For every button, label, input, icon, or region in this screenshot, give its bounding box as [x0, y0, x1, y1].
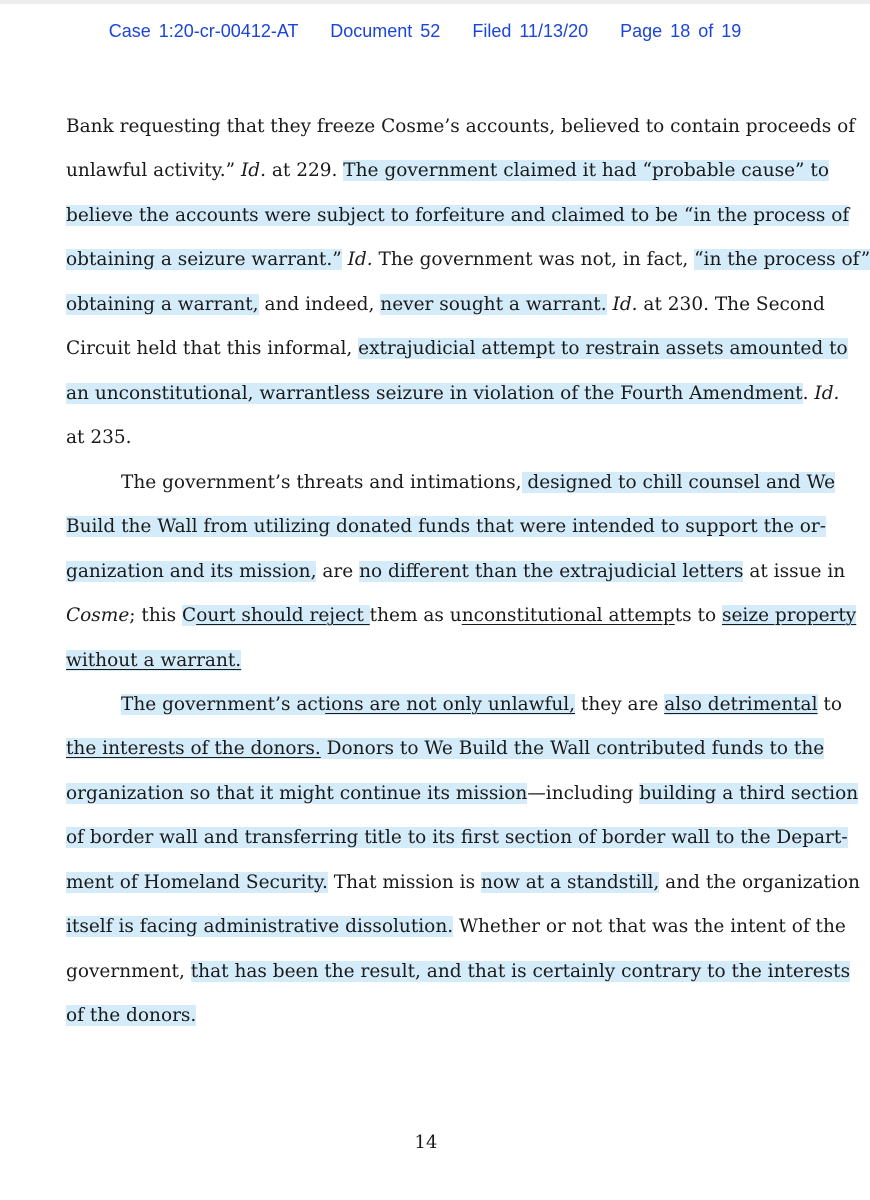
text-line: an unconstitutional, warrantless seizure in violation of the Fourth Amendment. Id.	[66, 383, 840, 404]
text-line: obtaining a seizure warrant.” Id. The government was not, in fact, “in the process of”	[66, 249, 870, 270]
text-line	[66, 1002, 786, 1030]
text-line	[66, 824, 848, 852]
text-line: government, that has been the result, and that is certainly contrary to the interests	[66, 961, 851, 982]
text-line	[66, 735, 825, 763]
text-line: itself is facing administrative dissolution. Whether or not that was the intent of the	[66, 916, 846, 937]
highlighted-text: building a third section	[639, 783, 859, 804]
highlighted-text: ment of Homeland Security.	[66, 872, 328, 893]
highlighted-text: Donors to We Build the Wall contributed funds to the	[320, 738, 825, 759]
text-line: Circuit held that this informal, extrajudicial attempt to restrain assets amounted to	[66, 338, 848, 359]
highlighted-text: no different than the extrajudicial letters	[359, 561, 744, 582]
highlighted-text: itself is facing administrative dissolution.	[66, 916, 454, 937]
text-line: organization so that it might continue its mission—including building a third section	[66, 783, 859, 804]
underlined-text: the interests of the donors.	[66, 738, 321, 759]
highlighted-text: of the donors.	[66, 1005, 197, 1026]
underlined-text: without a warrant.	[66, 650, 242, 671]
highlighted-text: that has been the result, and that is certainly contrary to the interests	[190, 961, 851, 982]
case-number: Case 1:20-cr-00412-AT	[108, 21, 299, 41]
underlined-text: ourt should reject	[196, 605, 370, 626]
filed-date: Filed 11/13/20	[472, 21, 589, 41]
text-line: at 235.	[66, 427, 132, 448]
text-line: obtaining a warrant, and indeed, never sought a warrant. Id. at 230. The Second	[66, 294, 825, 315]
highlighted-text: The government’s act	[121, 694, 326, 715]
highlighted-text: organization so that it might continue its mission	[66, 783, 528, 804]
text-line: The government’s actions are not only unlawful, they are also detrimental to	[121, 694, 842, 715]
text-line: Bank requesting that they freeze Cosme’s accounts, believed to contain proceeds of	[66, 116, 856, 137]
highlighted-text: extrajudicial attempt to restrain assets amounted to	[358, 338, 848, 359]
text-line	[66, 513, 827, 541]
document-number: Document 52	[330, 21, 441, 41]
text-line: ganization and its mission, are no different than the extrajudicial letters at issue in	[66, 561, 846, 582]
highlighted-text: now at a standstill,	[480, 872, 660, 893]
underlined-text: seize property	[721, 605, 857, 626]
highlighted-text: “in the process of”	[694, 249, 870, 270]
underlined-text: also detrimental	[664, 694, 818, 715]
highlighted-text: Build the Wall from utilizing donated funds that were intended to support the or-	[66, 516, 827, 537]
text-line	[66, 202, 850, 230]
page-top-edge	[0, 0, 870, 4]
highlighted-text: of border wall and transferring title to its first section of border wall to the Depart-	[66, 827, 848, 848]
highlighted-text: believe the accounts were subject to forfeiture and claimed to be “in the process of	[66, 205, 850, 226]
text-line	[66, 647, 786, 675]
page-of-pages: Page 18 of 19	[620, 21, 742, 41]
text-line: Cosme; this Court should reject them as unconstitutional attempts to seize property	[66, 605, 857, 626]
highlighted-text: obtaining a seizure warrant.”	[66, 249, 342, 270]
highlighted-text: obtaining a warrant,	[66, 294, 259, 315]
underlined-text: ions are not only unlawful,	[325, 694, 576, 715]
highlighted-text: never sought a warrant.	[380, 294, 607, 315]
ecf-header	[0, 21, 850, 42]
text-line: The government’s threats and intimations, designed to chill counsel and We	[121, 472, 836, 493]
highlighted-text: an unconstitutional, warrantless seizure in violation of the Fourth Amendment	[66, 383, 803, 404]
highlighted-text: designed to chill counsel and We	[521, 472, 836, 493]
text-line: ment of Homeland Security. That mission is now at a standstill, and the organization	[66, 872, 860, 893]
text-line: unlawful activity.” Id. at 229. The government claimed it had “probable cause” to	[66, 160, 829, 181]
underlined-text: nconstitutional attemp	[461, 605, 675, 626]
highlighted-text: The government claimed it had “probable cause” to	[343, 160, 829, 181]
highlighted-text: ganization and its mission,	[66, 561, 317, 582]
page-number: 14	[414, 1132, 438, 1153]
